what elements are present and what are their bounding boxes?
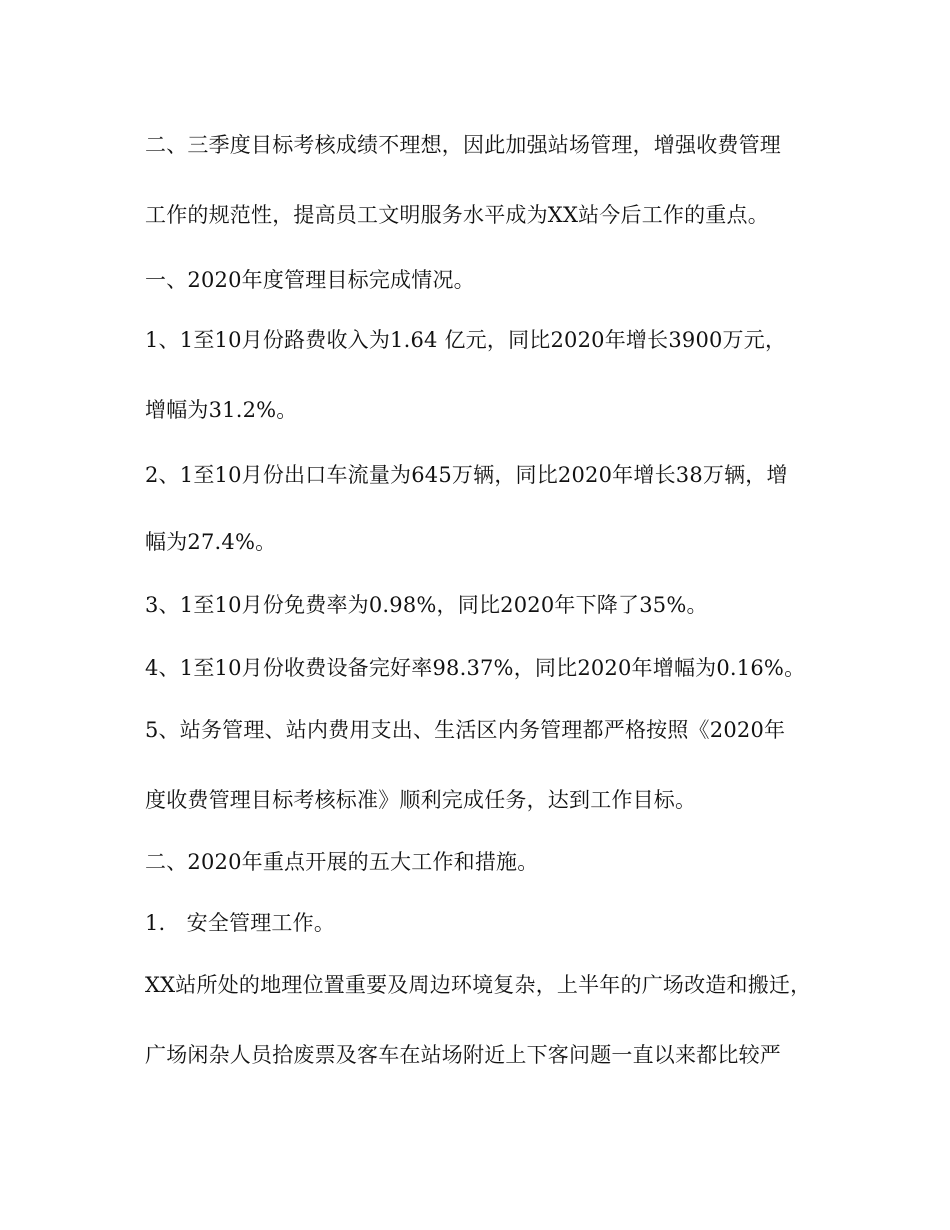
text-line: 增幅为31.2%。 bbox=[145, 398, 298, 422]
text-line: 二、三季度目标考核成绩不理想，因此加强站场管理，增强收费管理 bbox=[145, 133, 781, 157]
section-heading: 一、2020年度管理目标完成情况。 bbox=[145, 268, 475, 292]
subsection-heading: 1. 安全管理工作。 bbox=[145, 911, 336, 935]
text-line: 幅为27.4%。 bbox=[145, 530, 277, 554]
text-line: 1、1至10月份路费收入为1.64 亿元，同比2020年增长3900万元， bbox=[145, 328, 787, 352]
section-heading: 二、2020年重点开展的五大工作和措施。 bbox=[145, 850, 539, 874]
text-line: 2、1至10月份出口车流量为645万辆，同比2020年增长38万辆，增 bbox=[145, 463, 788, 487]
text-line: 度收费管理目标考核标准》顺利完成任务，达到工作目标。 bbox=[145, 788, 697, 812]
text-line: 4、1至10月份收费设备完好率98.37%，同比2020年增幅为0.16%。 bbox=[145, 656, 806, 680]
text-line: 3、1至10月份免费率为0.98%，同比2020年下降了35%。 bbox=[145, 593, 708, 617]
text-line: 广场闲杂人员拾废票及客车在站场附近上下客问题一直以来都比较严 bbox=[145, 1043, 781, 1067]
text-line: XX站所处的地理位置重要及周边环境复杂，上半年的广场改造和搬迁， bbox=[145, 973, 812, 997]
text-line: 5、站务管理、站内费用支出、生活区内务管理都严格按照《2020年 bbox=[145, 718, 786, 742]
text-line: 工作的规范性，提高员工文明服务水平成为XX站今后工作的重点。 bbox=[145, 203, 769, 227]
